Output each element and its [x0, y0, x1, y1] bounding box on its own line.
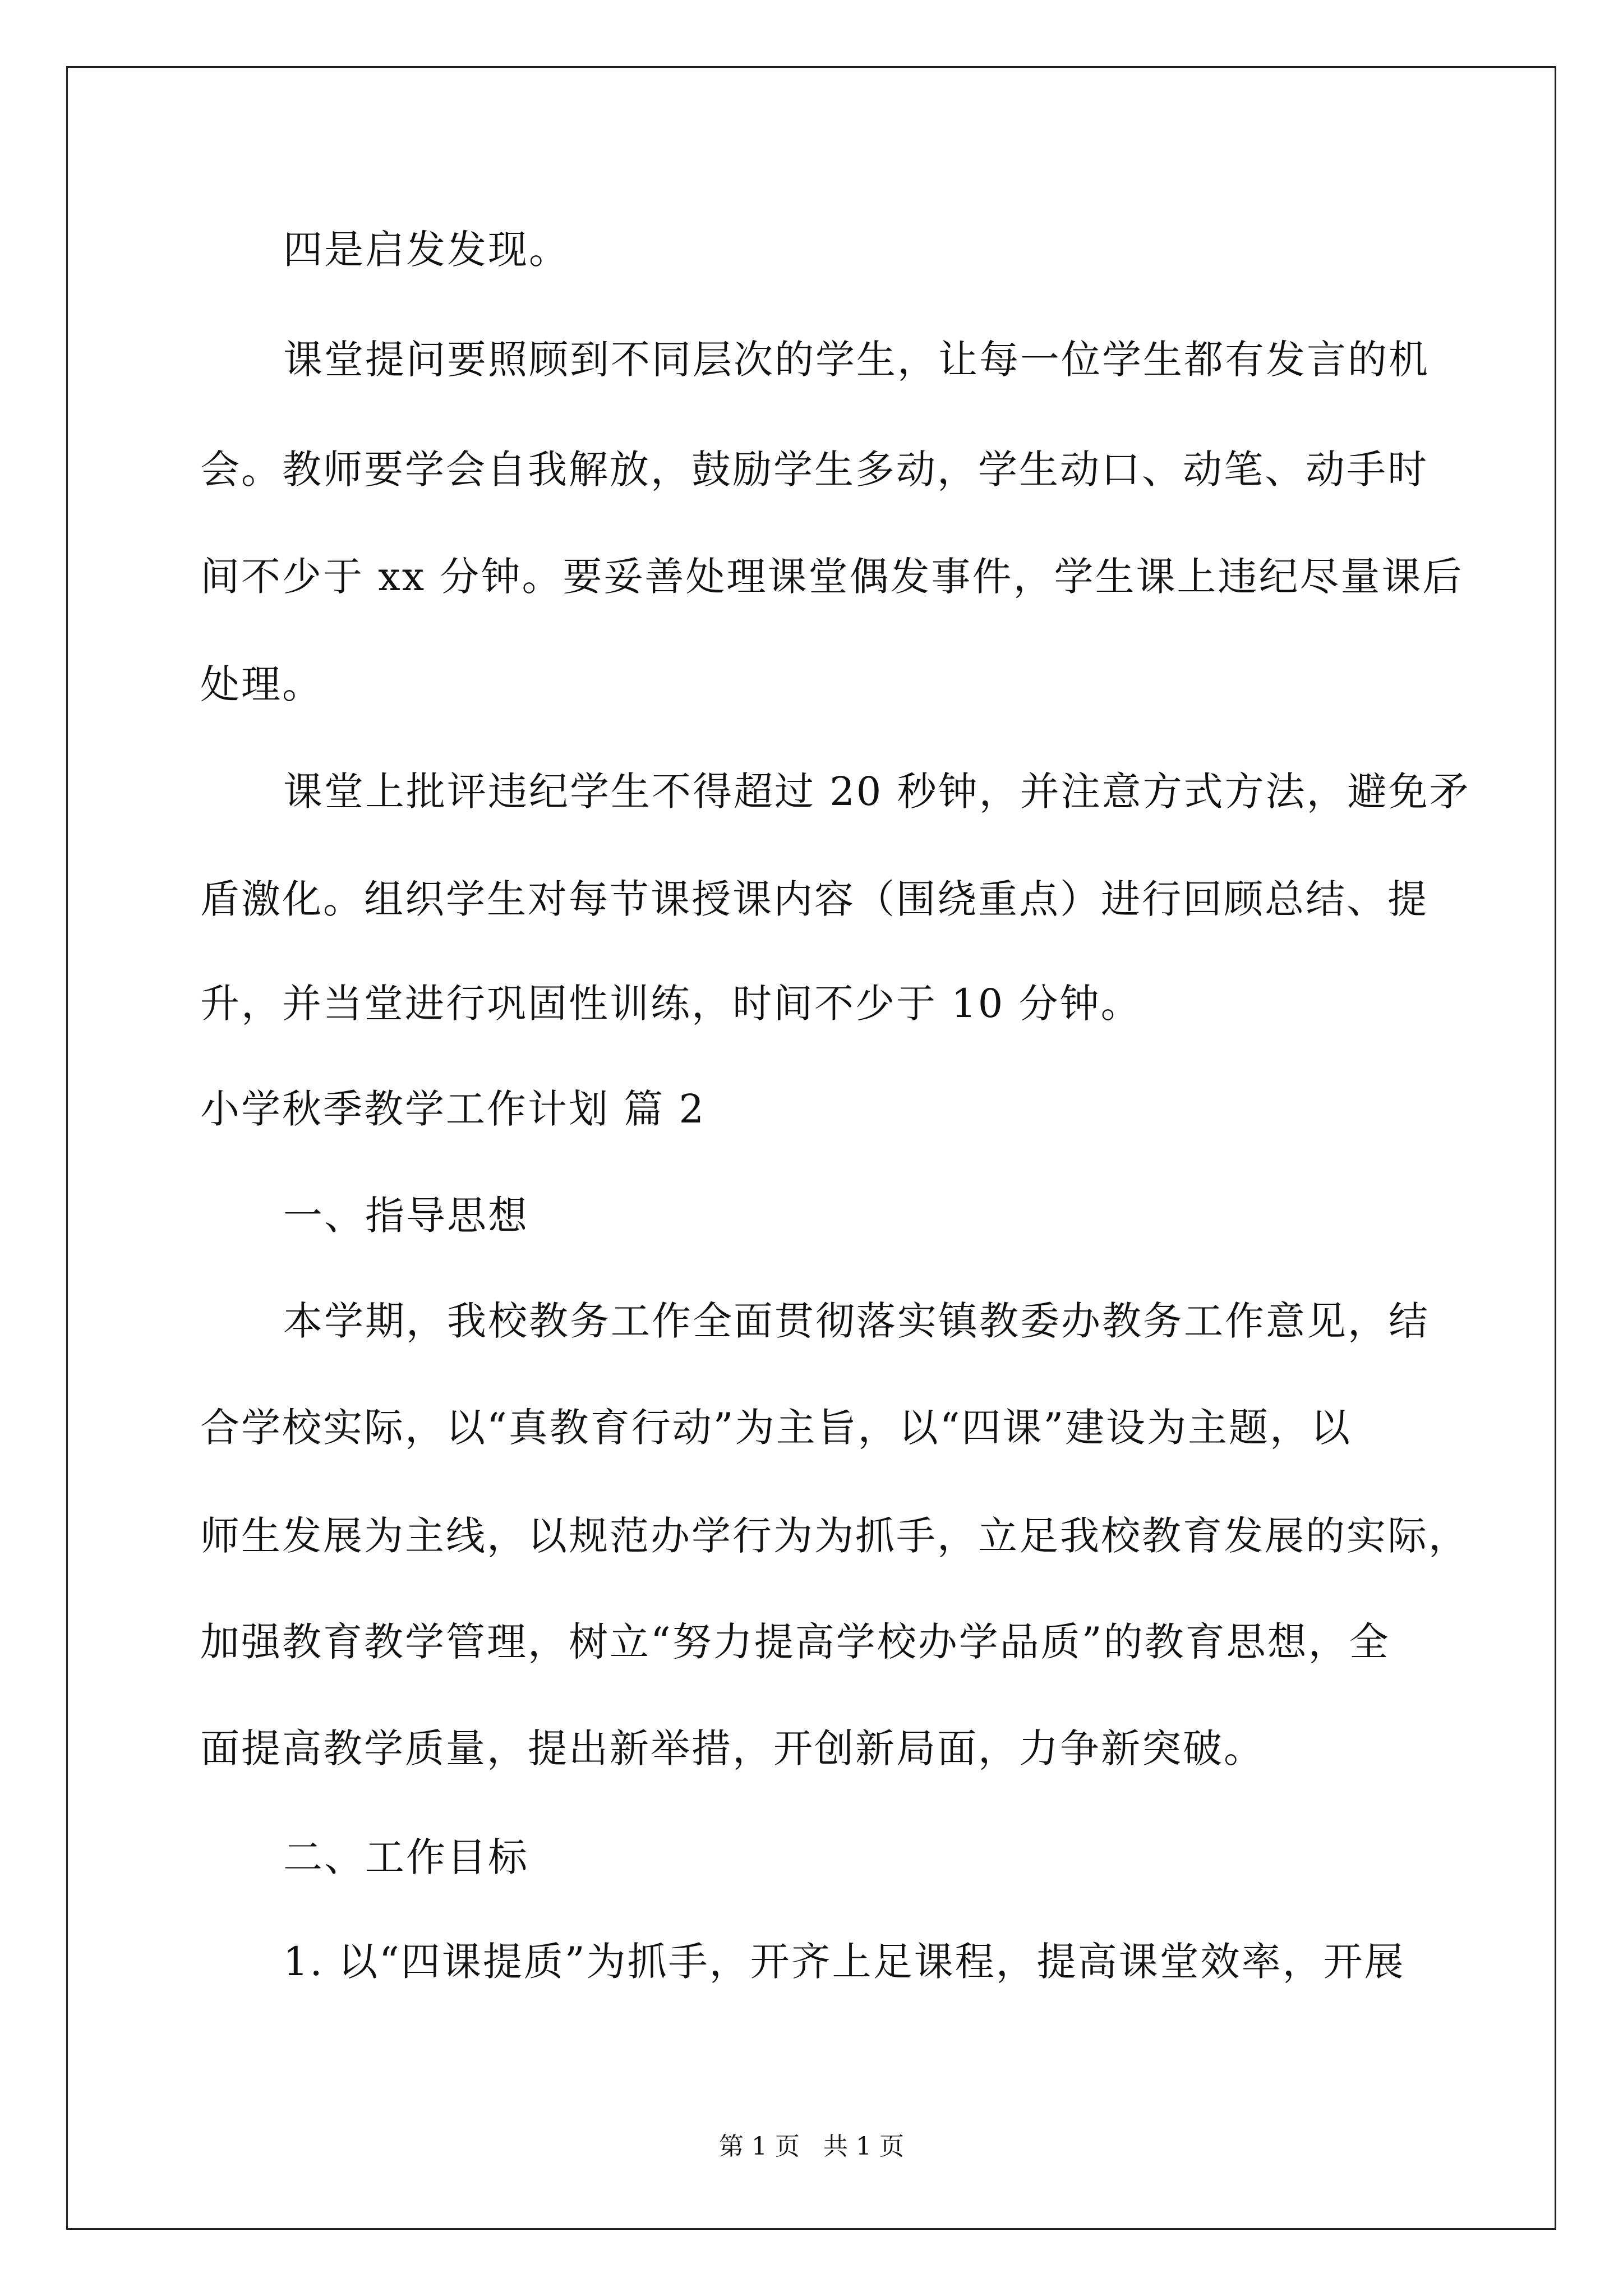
paragraph-line: 盾激化。组织学生对每节课授课内容（围绕重点）进行回顾总结、提: [200, 876, 1428, 922]
paragraph-line: 1. 以“四课提质”为抓手，开齐上足课程，提高课堂效率，开展: [283, 1939, 1405, 1985]
page-footer: 第 1 页 共 1 页: [719, 2132, 904, 2161]
section-title: 小学秋季教学工作计划 篇 2: [200, 1086, 706, 1132]
paragraph-line: 课堂提问要照顾到不同层次的学生，让每一位学生都有发言的机: [283, 337, 1430, 383]
paragraph-line: 加强教育教学管理，树立“努力提高学校办学品质”的教育思想，全: [200, 1619, 1390, 1665]
page-border: [66, 66, 1556, 2230]
paragraph-line: 四是启发发现。: [283, 227, 570, 273]
section-heading: 二、工作目标: [283, 1834, 529, 1880]
paragraph-line: 间不少于 xx 分钟。要妥善处理课堂偶发事件，学生课上违纪尽量课后: [200, 554, 1464, 600]
paragraph-line: 师生发展为主线，以规范办学行为为抓手，立足我校教育发展的实际，: [200, 1513, 1469, 1559]
paragraph-line: 会。教师要学会自我解放，鼓励学生多动，学生动口、动笔、动手时: [200, 447, 1428, 493]
paragraph-line: 合学校实际，以“真教育行动”为主旨，以“四课”建设为主题，以: [200, 1405, 1352, 1451]
paragraph-line: 处理。: [200, 661, 323, 707]
paragraph-line: 课堂上批评违纪学生不得超过 20 秒钟，并注意方式方法，避免矛: [283, 769, 1470, 815]
paragraph-line: 本学期，我校教务工作全面贯彻落实镇教委办教务工作意见，结: [283, 1298, 1430, 1344]
paragraph-line: 面提高教学质量，提出新举措，开创新局面，力争新突破。: [200, 1726, 1265, 1772]
section-heading: 一、指导思想: [283, 1193, 529, 1239]
paragraph-line: 升，并当堂进行巩固性训练，时间不少于 10 分钟。: [200, 981, 1142, 1027]
